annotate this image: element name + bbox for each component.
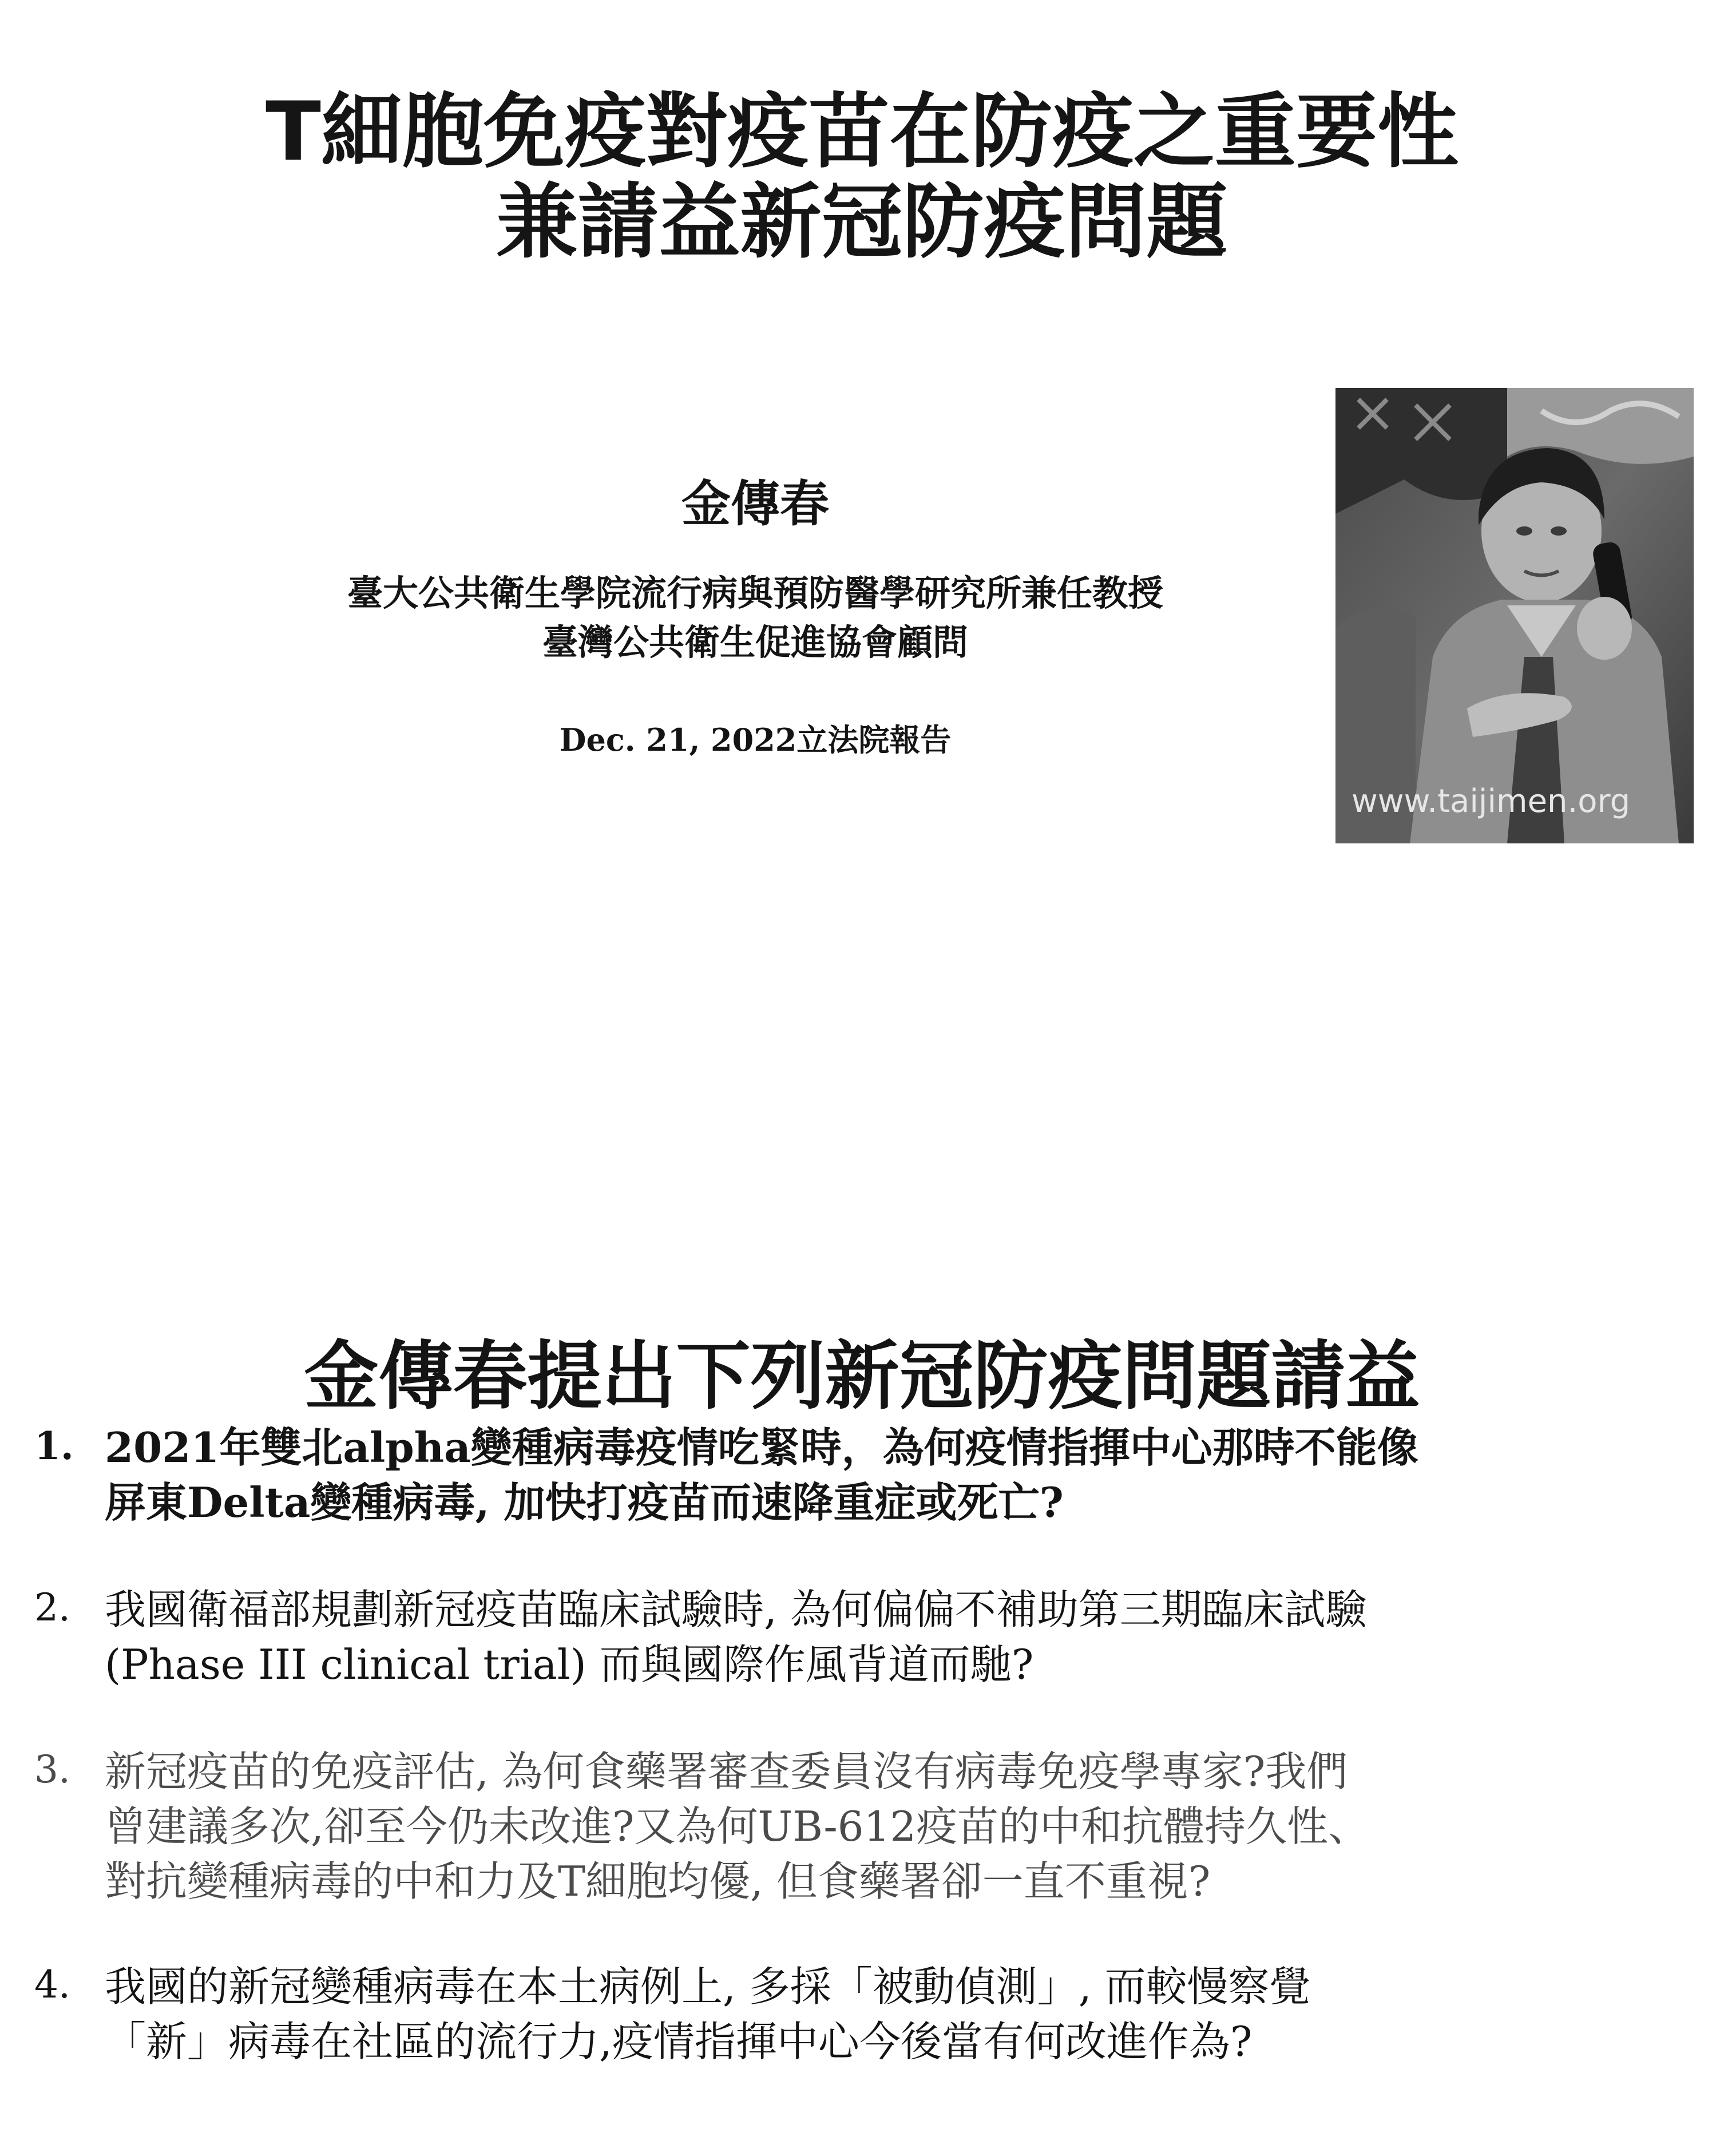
affiliation-line-1: 臺大公共衛生學院流行病與預防醫學研究所兼任教授: [347, 572, 1163, 614]
question-text-line: 新冠疫苗的免疫評估, 為何食藥署審查委員沒有病毒免疫學專家?我們: [105, 1747, 1348, 1796]
question-text-line: 對抗變種病毒的中和力及T細胞均優, 但食藥署卻一直不重視?: [105, 1857, 1211, 1905]
question-number: 1.: [34, 1424, 74, 1468]
slide-title-line-2: 兼請益新冠防疫問題: [496, 175, 1228, 270]
question-number: 2.: [34, 1586, 70, 1630]
questions-heading: 金傳春提出下列新冠防疫問題請益: [304, 1331, 1420, 1420]
question-text-line: 曾建議多次,卻至今仍未改進?又為何UB-612疫苗的中和抗體持久性、: [105, 1802, 1370, 1850]
question-number: 3.: [34, 1747, 70, 1792]
question-text-line: 屏東Delta變種病毒, 加快打疫苗而速降重症或死亡?: [105, 1478, 1064, 1527]
affiliation-line-2: 臺灣公共衛生促進協會顧問: [542, 621, 968, 663]
question-text-line: (Phase III clinical trial) 而與國際作風背道而馳?: [105, 1640, 1034, 1689]
question-number: 4.: [34, 1963, 70, 2007]
question-text-line: 我國的新冠變種病毒在本土病例上, 多採「被動偵測」, 而較慢察覺: [105, 1963, 1311, 2011]
question-text-line: 「新」病毒在社區的流行力,疫情指揮中心今後當有何改進作為?: [105, 2018, 1253, 2066]
question-text-line: 2021年雙北alpha變種病毒疫情吃緊時，為何疫情指揮中心那時不能像: [105, 1423, 1418, 1472]
question-text-line: 我國衛福部規劃新冠疫苗臨床試驗時, 為何偏偏不補助第三期臨床試驗: [105, 1586, 1367, 1634]
author-name: 金傳春: [681, 475, 829, 533]
report-date: Dec. 21, 2022立法院報告: [559, 722, 952, 758]
slide-title-line-1: T細胞免疫對疫苗在防疫之重要性: [265, 85, 1459, 179]
photo-watermark: www.taijimen.org: [1352, 783, 1631, 820]
